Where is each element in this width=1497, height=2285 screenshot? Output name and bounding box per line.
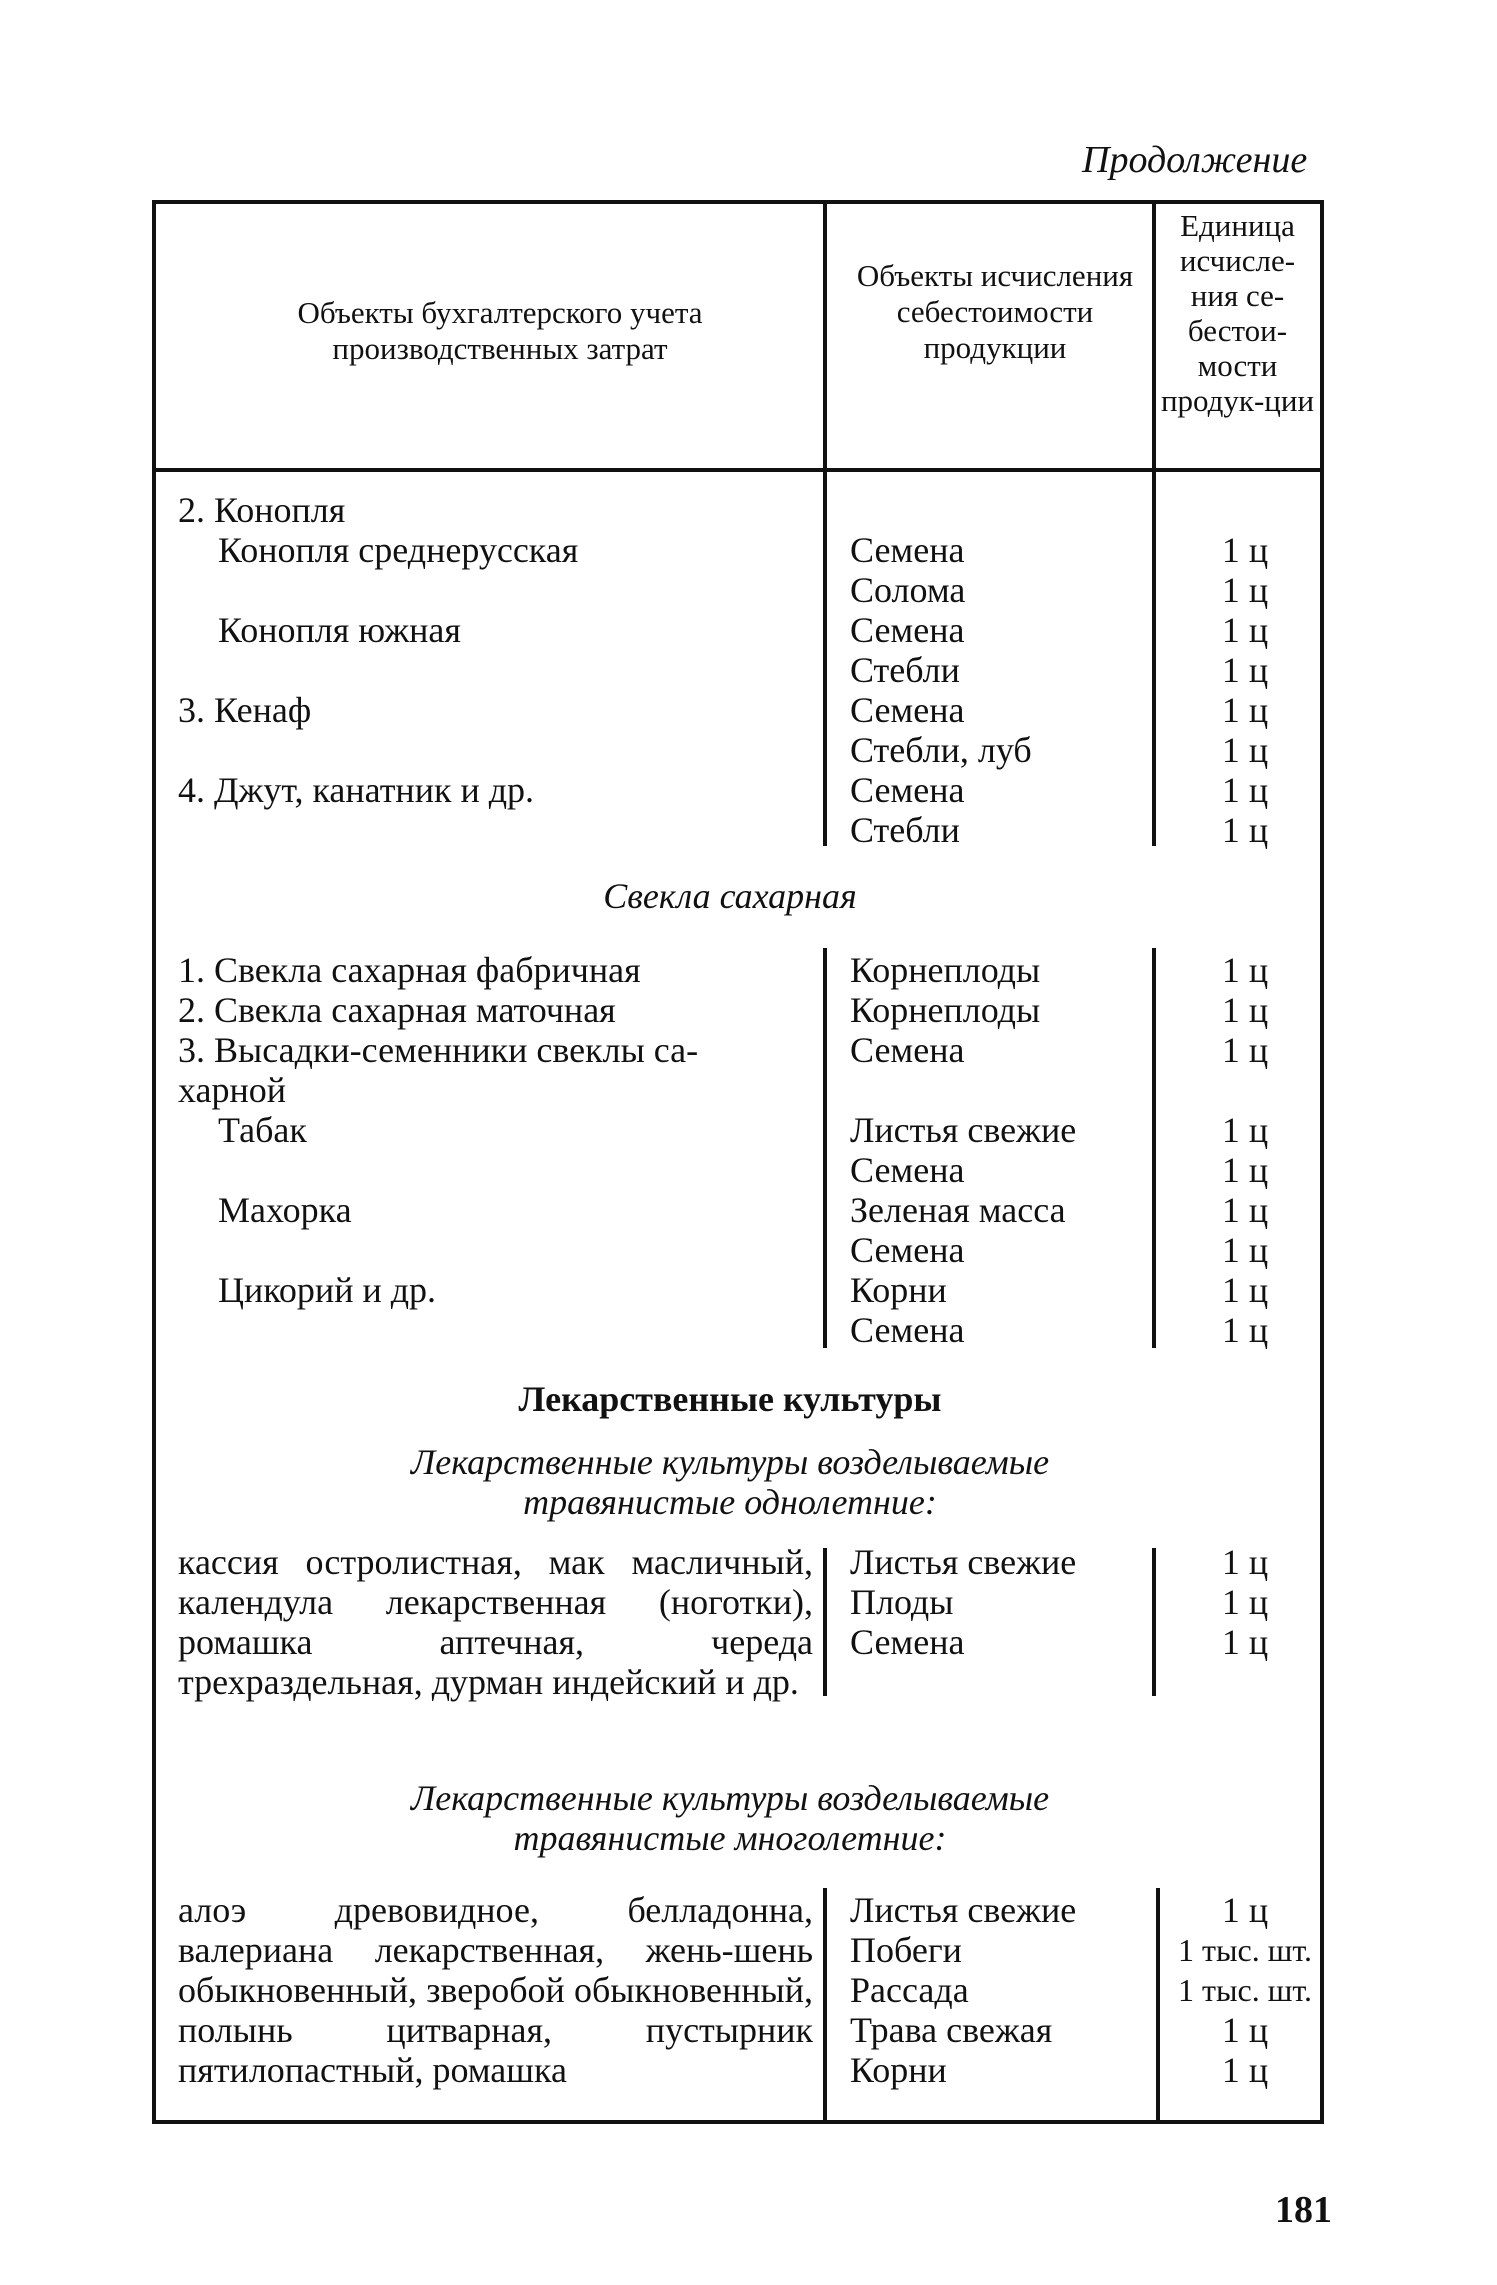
s2-row-c3: 1 ц <box>1221 1230 1269 1270</box>
s2-row-c2: Листья свежие <box>850 1110 1077 1150</box>
sub1-title-line1: Лекарственные культуры возделываемые <box>410 1442 1050 1482</box>
s2-divider-1 <box>823 948 827 1348</box>
s1-row-c2: Семена <box>850 530 965 570</box>
s1-row-c3: 1 ц <box>1221 650 1269 690</box>
s1-row-c3: 1 ц <box>1221 610 1269 650</box>
sub2-c3: 1 тыс. шт. <box>1178 1972 1312 2008</box>
sub2-c2: Корни <box>850 2050 947 2090</box>
s1-row-c3: 1 ц <box>1221 570 1269 610</box>
s2-row-c1: 3. Высадки-семенники свеклы са- <box>178 1030 699 1070</box>
s2-row-c1: 1. Свекла сахарная фабричная <box>178 950 641 990</box>
sub1-divider-2 <box>1152 1548 1156 1696</box>
header-divider-1 <box>823 200 827 472</box>
s1-row-c2: Семена <box>850 690 965 730</box>
table-bottom-border <box>152 2120 1324 2124</box>
s1-row-c1: 4. Джут, канатник и др. <box>178 770 535 810</box>
table-top-border <box>152 200 1324 204</box>
s2-row-c1: Табак <box>218 1110 307 1150</box>
s2-row-c3: 1 ц <box>1221 1190 1269 1230</box>
sub2-divider-1 <box>823 1888 827 2122</box>
s2-row-c3: 1 ц <box>1221 990 1269 1030</box>
s2-row-c3: 1 ц <box>1221 1150 1269 1190</box>
s1-row-c3: 1 ц <box>1221 690 1269 730</box>
s1-row-c2: Стебли, луб <box>850 730 1032 770</box>
s2-row-c2: Корнеплоды <box>850 950 1041 990</box>
s2-row-c1: Цикорий и др. <box>218 1270 437 1310</box>
sub1-c3: 1 ц <box>1221 1582 1269 1622</box>
sub2-c3: 1 ц <box>1221 2010 1269 2050</box>
sub2-c2: Листья свежие <box>850 1890 1077 1930</box>
sub1-c3: 1 ц <box>1221 1542 1269 1582</box>
s2-row-c3: 1 ц <box>1221 1310 1269 1350</box>
sub2-c2: Трава свежая <box>850 2010 1053 2050</box>
sub2-title-line1: Лекарственные культуры возделываемые <box>410 1778 1050 1818</box>
s2-divider-2 <box>1152 948 1156 1348</box>
sub1-c2: Листья свежие <box>850 1542 1077 1582</box>
sub1-c2: Плоды <box>850 1582 954 1622</box>
s1-row-c3: 1 ц <box>1221 770 1269 810</box>
header-col2: Объекты исчисления себестоимости продукции <box>856 258 1134 365</box>
s1-row-c2: Стебли <box>850 810 960 850</box>
s1-row-c1: 3. Кенаф <box>178 690 312 730</box>
s1-row-c2: Семена <box>850 770 965 810</box>
s1-row-c1: Конопля среднерусская <box>218 530 579 570</box>
s2-row-c1: Махорка <box>218 1190 352 1230</box>
sub1-divider-1 <box>823 1548 827 1696</box>
sub1-c3: 1 ц <box>1221 1622 1269 1662</box>
s2-row-c3: 1 ц <box>1221 950 1269 990</box>
page-number: 181 <box>1275 2189 1332 2231</box>
s1-row-c3: 1 ц <box>1221 810 1269 850</box>
s2-row-c2: Зеленая масса <box>850 1190 1066 1230</box>
s1-row-c3: 1 ц <box>1221 730 1269 770</box>
header-col3: Единица исчисле-ния се-бестои-мости продук-ции <box>1160 208 1315 418</box>
sub1-c2: Семена <box>850 1622 965 1662</box>
s1-row-c2: Солома <box>850 570 966 610</box>
sub1-title-line2: травянистые однолетние: <box>523 1482 937 1522</box>
s1-divider-1 <box>823 468 827 846</box>
s2-row-c3: 1 ц <box>1221 1110 1269 1150</box>
header-col1: Объекты бухгалтерского учета производственных затрат <box>297 295 703 366</box>
sub1-text: кассия остролистная, мак масличный, календула лекарственная (ноготки), ромашка аптечная, череда трехраздельная, дурман индейский и др. <box>178 1542 813 1702</box>
s1-row-c1: Конопля южная <box>218 610 461 650</box>
s2-row-c1: харной <box>178 1070 287 1110</box>
s1-row-c3: 1 ц <box>1221 530 1269 570</box>
sub2-title-line2: травянистые многолетние: <box>513 1818 947 1858</box>
section3-title: Лекарственные культуры <box>518 1379 942 1419</box>
s2-row-c2: Корни <box>850 1270 947 1310</box>
sub2-c3: 1 ц <box>1221 1890 1269 1930</box>
sub2-c2: Побеги <box>850 1930 962 1970</box>
s2-row-c2: Корнеплоды <box>850 990 1041 1030</box>
s1-row-c2: Стебли <box>850 650 960 690</box>
sub2-text: алоэ древовидное, белладонна, валериана лекарственная, жень-шень обыкновенный, зверобой обыкновенный, полынь цитварная, пустырник пятилопастный, ромашка <box>178 1890 813 2090</box>
s2-row-c1: 2. Свекла сахарная маточная <box>178 990 616 1030</box>
s2-row-c2: Семена <box>850 1030 965 1070</box>
header-divider-2 <box>1152 200 1156 472</box>
continuation-label: Продолжение <box>1082 139 1308 181</box>
s2-row-c2: Семена <box>850 1230 965 1270</box>
s1-row-c2: Семена <box>850 610 965 650</box>
sub2-c3: 1 ц <box>1221 2050 1269 2090</box>
section2-title: Свекла сахарная <box>603 876 857 916</box>
s2-row-c2: Семена <box>850 1150 965 1190</box>
s1-divider-2 <box>1152 468 1156 846</box>
header-bottom-border <box>152 468 1324 472</box>
s2-row-c2: Семена <box>850 1310 965 1350</box>
sub2-c2: Рассада <box>850 1970 969 2010</box>
sub2-c3: 1 тыс. шт. <box>1178 1932 1312 1968</box>
s1-row-c1: 2. Конопля <box>178 490 346 530</box>
s2-row-c3: 1 ц <box>1221 1270 1269 1310</box>
s2-row-c3: 1 ц <box>1221 1030 1269 1070</box>
